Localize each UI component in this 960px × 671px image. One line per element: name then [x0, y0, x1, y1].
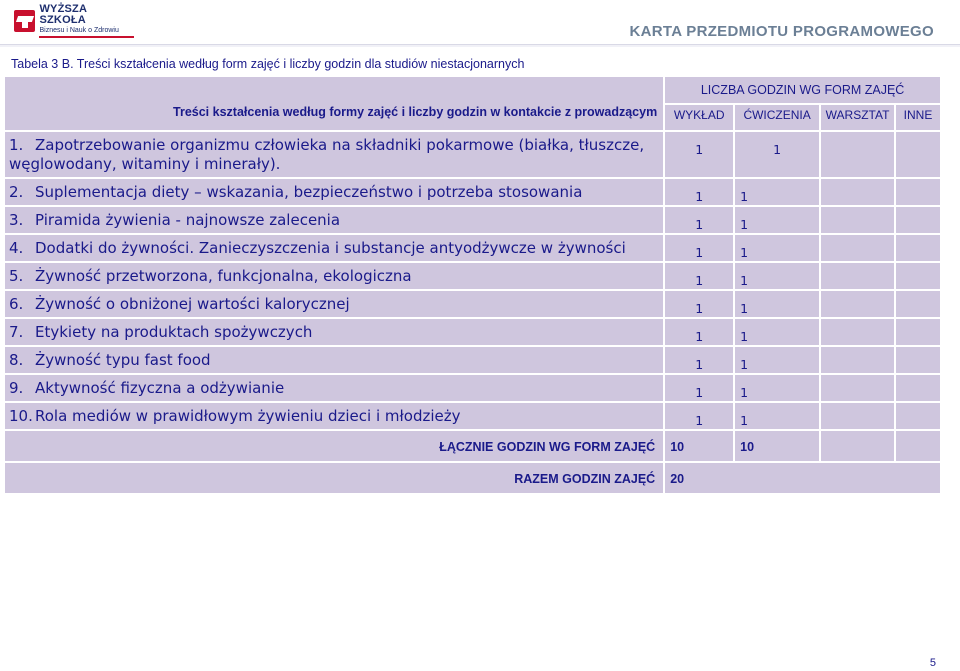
- wyklad-hours: 1: [664, 374, 734, 402]
- topic-cell: [4, 131, 664, 178]
- column-header-inne: INNE: [895, 104, 941, 131]
- cwiczenia-hours: 1: [734, 402, 820, 430]
- topic-cell: [4, 262, 664, 290]
- topic-text: Rola mediów w prawidłowym żywieniu dzieci i młodzieży: [35, 407, 461, 425]
- topic-text: Żywność typu fast food: [35, 351, 211, 369]
- total-warsztat-hours: [820, 430, 895, 462]
- warsztat-hours: [820, 318, 895, 346]
- inne-hours: [895, 318, 941, 346]
- table-row: [4, 262, 941, 290]
- table-row: [4, 206, 941, 234]
- inne-hours: [895, 206, 941, 234]
- topic-number: 6.: [9, 295, 24, 313]
- table-row: [4, 346, 941, 374]
- topic-text: Piramida żywienia - najnowsze zalecenia: [35, 211, 341, 229]
- inne-hours: [895, 346, 941, 374]
- warsztat-hours: [820, 290, 895, 318]
- total-inne-hours: [895, 430, 941, 462]
- table-row: [4, 131, 941, 178]
- topic-number: 10.: [9, 407, 33, 425]
- topic-number: 9.: [9, 379, 24, 397]
- column-header-cwiczenia: ĆWICZENIA: [734, 104, 820, 131]
- wyklad-hours: 1: [664, 178, 734, 206]
- topic-number: 1.: [9, 136, 24, 154]
- topic-number: 2.: [9, 183, 24, 201]
- topic-text: Etykiety na produktach spożywczych: [35, 323, 313, 341]
- topic-cell: [4, 346, 664, 374]
- wyklad-hours: 1: [664, 318, 734, 346]
- page-number: 5: [929, 657, 936, 669]
- wyklad-hours: 1: [664, 402, 734, 430]
- cwiczenia-hours: 1: [734, 346, 820, 374]
- topic-text: Suplementacja diety – wskazania, bezpieczeństwo i potrzeba stosowania: [35, 183, 583, 201]
- hours-group-header: LICZBA GODZIN WG FORM ZAJĘĆ: [664, 76, 941, 104]
- total-hours-label: ŁĄCZNIE GODZIN WG FORM ZAJĘĆ: [4, 430, 664, 462]
- table-row: [4, 318, 941, 346]
- school-logo: [14, 3, 134, 36]
- topic-cell: [4, 402, 664, 430]
- content-header: Treści kształcenia według formy zajęć i liczby godzin w kontakcie z prowadzącym: [4, 76, 664, 131]
- table-caption: Tabela 3 B. Treści kształcenia według form zajęć i liczby godzin dla studiów niestacjonarnych: [11, 57, 525, 71]
- wyklad-hours: 1: [664, 234, 734, 262]
- warsztat-hours: [820, 262, 895, 290]
- warsztat-hours: [820, 206, 895, 234]
- wyklad-hours: 1: [664, 346, 734, 374]
- topic-number: 8.: [9, 351, 24, 369]
- cwiczenia-hours: 1: [734, 131, 820, 178]
- cwiczenia-hours: 1: [734, 206, 820, 234]
- topic-number: 3.: [9, 211, 24, 229]
- logo-subtitle: Biznesu i Nauk o Zdrowiu: [39, 27, 119, 34]
- inne-hours: [895, 131, 941, 178]
- total-row: [4, 430, 941, 462]
- wyklad-hours: 1: [664, 262, 734, 290]
- column-header-warsztat: WARSZTAT: [820, 104, 895, 131]
- topic-number: 7.: [9, 323, 24, 341]
- graduation-cap-icon: [14, 10, 35, 32]
- content-table: [3, 75, 942, 495]
- topic-number: 4.: [9, 239, 24, 257]
- cwiczenia-hours: 1: [734, 374, 820, 402]
- grand-total-row: [4, 462, 941, 494]
- cwiczenia-hours: 1: [734, 234, 820, 262]
- inne-hours: [895, 402, 941, 430]
- table-row: [4, 290, 941, 318]
- topic-text: Żywność przetworzona, funkcjonalna, ekologiczna: [35, 267, 412, 285]
- wyklad-hours: 1: [664, 206, 734, 234]
- topic-text: Żywność o obniżonej wartości kalorycznej: [35, 295, 350, 313]
- wyklad-hours: 1: [664, 290, 734, 318]
- table-header-row: [4, 76, 941, 104]
- table-row: [4, 234, 941, 262]
- topic-cell: [4, 206, 664, 234]
- warsztat-hours: [820, 234, 895, 262]
- wyklad-hours: 1: [664, 131, 734, 178]
- topic-number: 5.: [9, 267, 24, 285]
- topic-text: Dodatki do żywności. Zanieczyszczenia i substancje antyodżywcze w żywności: [35, 239, 626, 257]
- document-title: KARTA PRZEDMIOTU PROGRAMOWEGO: [629, 23, 934, 40]
- inne-hours: [895, 178, 941, 206]
- total-wyklad-hours: 10: [664, 430, 734, 462]
- warsztat-hours: [820, 178, 895, 206]
- topic-cell: [4, 290, 664, 318]
- cwiczenia-hours: 1: [734, 290, 820, 318]
- column-header-wyklad: WYKŁAD: [664, 104, 734, 131]
- topic-text: Aktywność fizyczna a odżywianie: [35, 379, 285, 397]
- header-divider: [0, 44, 960, 47]
- cwiczenia-hours: 1: [734, 318, 820, 346]
- topic-cell: [4, 374, 664, 402]
- cwiczenia-hours: 1: [734, 178, 820, 206]
- topic-cell: [4, 178, 664, 206]
- warsztat-hours: [820, 346, 895, 374]
- warsztat-hours: [820, 131, 895, 178]
- logo-name: WYŻSZA SZKOŁA: [39, 3, 87, 26]
- table-row: [4, 178, 941, 206]
- inne-hours: [895, 262, 941, 290]
- table-row: [4, 402, 941, 430]
- warsztat-hours: [820, 374, 895, 402]
- warsztat-hours: [820, 402, 895, 430]
- logo-text: [39, 4, 134, 38]
- inne-hours: [895, 374, 941, 402]
- grand-total-value: 20: [664, 462, 941, 494]
- cwiczenia-hours: 1: [734, 262, 820, 290]
- inne-hours: [895, 234, 941, 262]
- topic-cell: [4, 318, 664, 346]
- table-row: [4, 374, 941, 402]
- topic-cell: [4, 234, 664, 262]
- grand-total-label: RAZEM GODZIN ZAJĘĆ: [4, 462, 664, 494]
- total-cwiczenia-hours: 10: [734, 430, 820, 462]
- topic-text: Zapotrzebowanie organizmu człowieka na składniki pokarmowe (białka, tłuszcze, węglowodany, witaminy i minerały).: [9, 136, 645, 173]
- inne-hours: [895, 290, 941, 318]
